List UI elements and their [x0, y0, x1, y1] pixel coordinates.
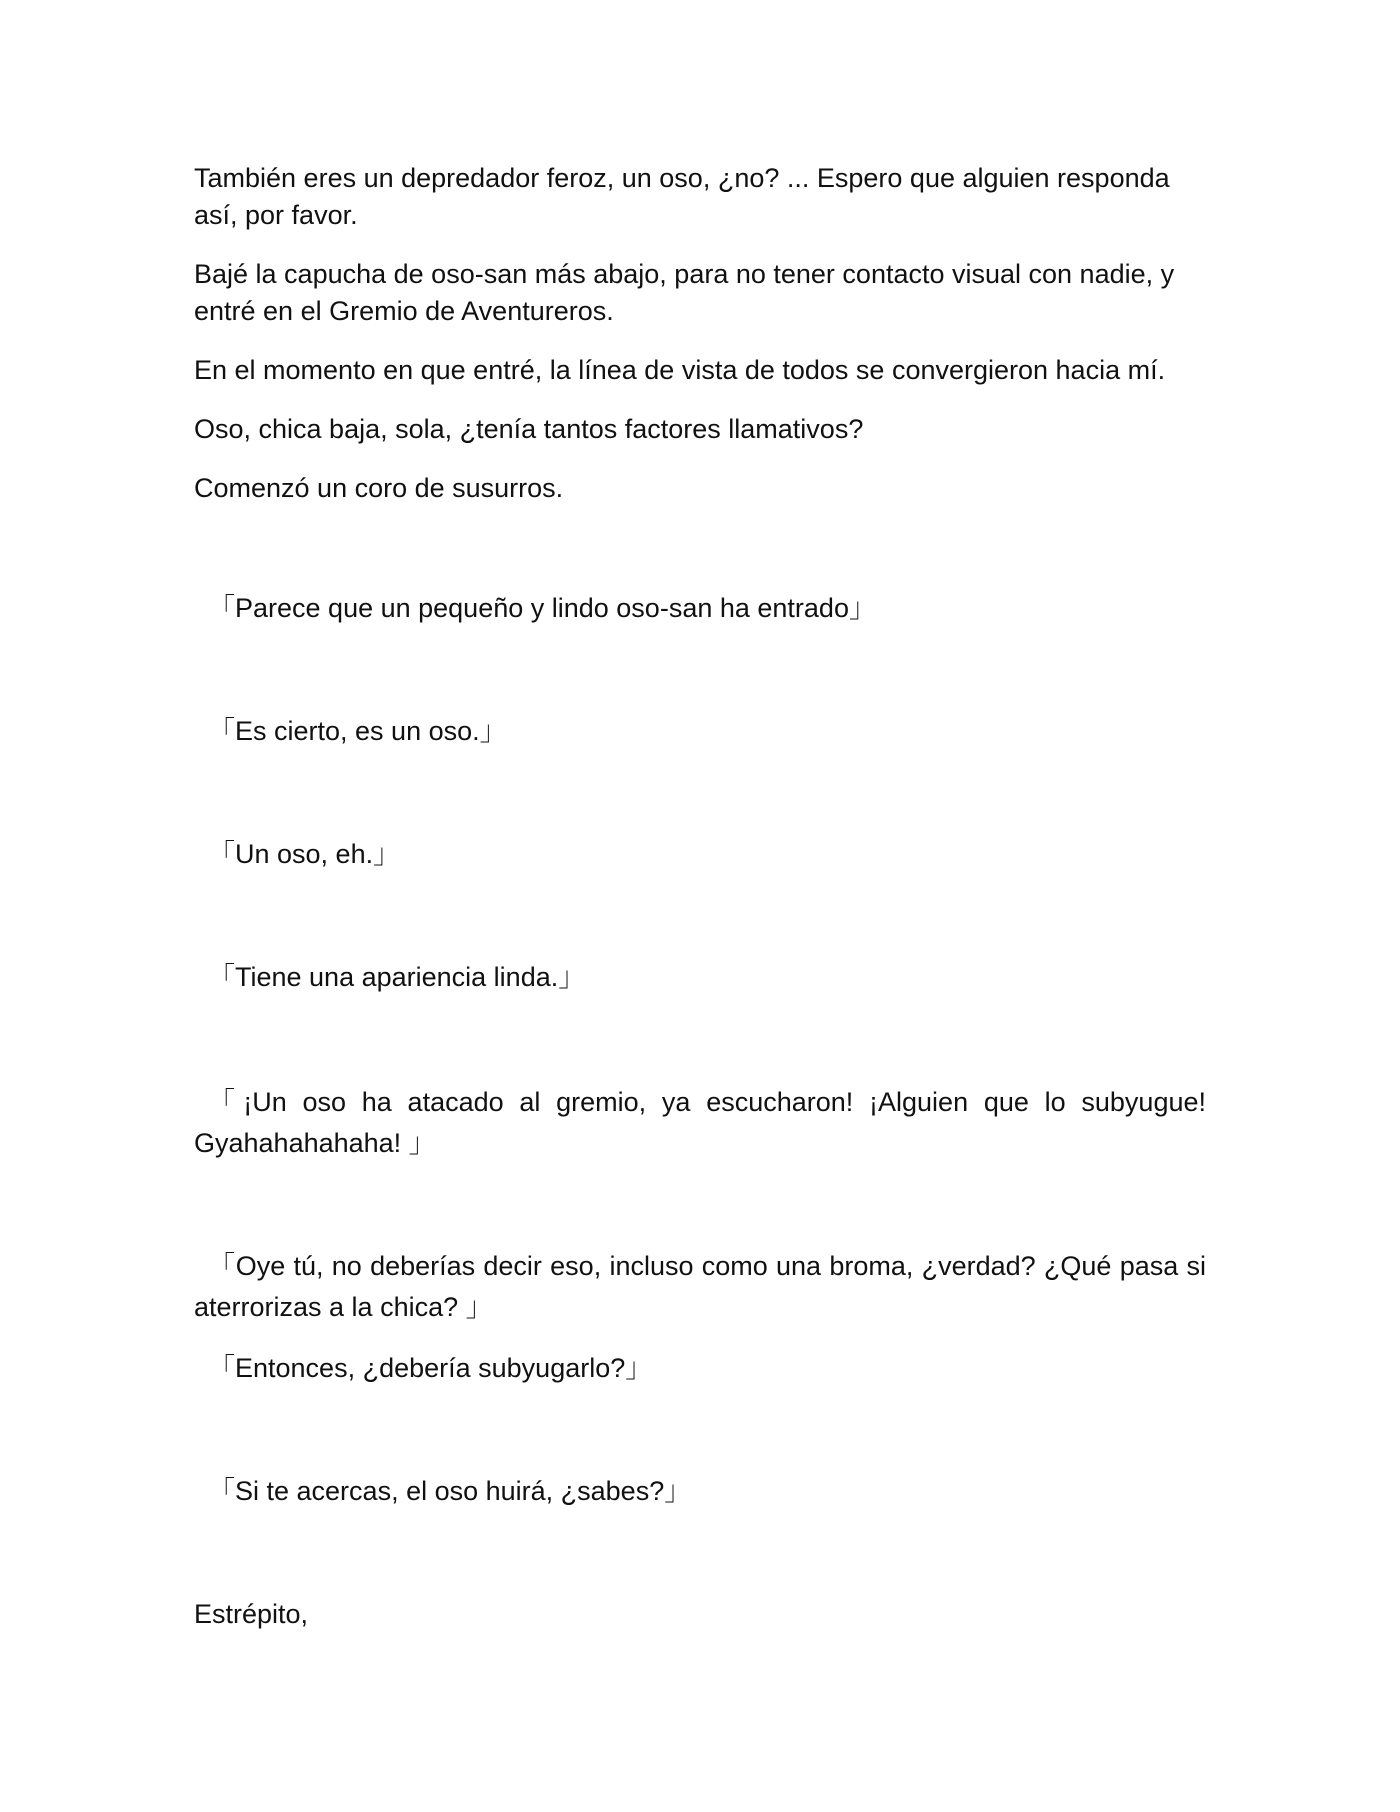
- paragraph: En el momento en que entré, la línea de vista de todos se convergieron hacia mí.: [194, 355, 1166, 385]
- dialogue-line: 「Entonces, ¿debería subyugarlo?」: [208, 1353, 653, 1383]
- dialogue-line: 「Es cierto, es un oso.」: [208, 716, 507, 746]
- dialogue-line: 「Si te acercas, el oso huirá, ¿sabes?」: [208, 1476, 692, 1506]
- dialogue-line: 「¡Un oso ha atacado al gremio, ya escucharon! ¡Alguien que lo subyugue! Gyahahahahaha! 」: [194, 1087, 1206, 1158]
- paragraph: Bajé la capucha de oso-san más abajo, para no tener contacto visual con nadie, y entré en el Gremio de Aventureros.: [194, 259, 1175, 326]
- dialogue-line: 「Tiene una apariencia linda.」: [208, 962, 586, 992]
- paragraph: También eres un depredador feroz, un oso, ¿no? ... Espero que alguien responda así, por favor.: [194, 163, 1170, 230]
- paragraph: Estrépito,: [194, 1599, 309, 1629]
- paragraph: Oso, chica baja, sola, ¿tenía tantos factores llamativos?: [194, 414, 864, 444]
- dialogue-line: 「Un oso, eh.」: [208, 839, 401, 869]
- paragraph: Comenzó un coro de susurros.: [194, 473, 564, 503]
- dialogue-line: 「Oye tú, no deberías decir eso, incluso como una broma, ¿verdad? ¿Qué pasa si aterrorizas a la chica? 」: [194, 1251, 1206, 1322]
- dialogue-line: 「Parece que un pequeño y lindo oso-san ha entrado」: [208, 593, 876, 623]
